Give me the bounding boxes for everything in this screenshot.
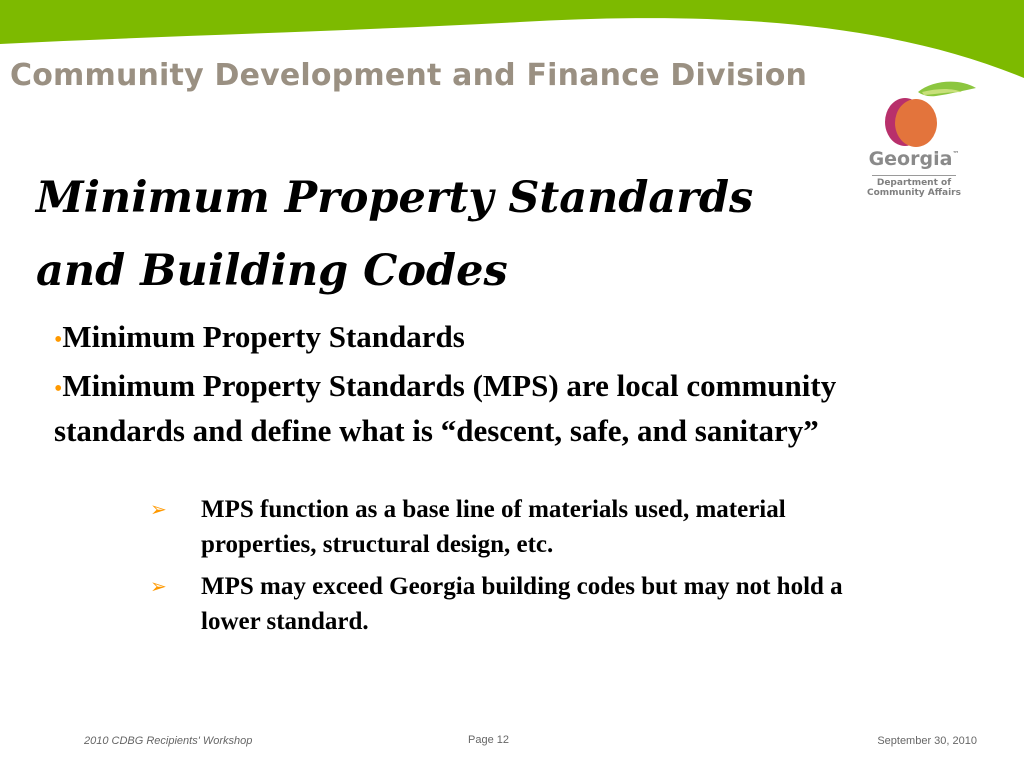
arrow-bullet-icon: ➢ — [150, 497, 167, 521]
bullet-text: Minimum Property Standards (MPS) are local community standards and define what is “descent, safe, and sanitary” — [54, 368, 837, 448]
arrow-bullet-icon: ➢ — [150, 574, 167, 598]
bullet-text: Minimum Property Standards — [62, 319, 465, 354]
logo-georgia-wordmark: Georgia™ — [868, 148, 960, 170]
footer-workshop-name: 2010 CDBG Recipients' Workshop — [84, 735, 253, 747]
bullet-dot-icon: • — [54, 327, 63, 353]
sub-bullet-text: MPS function as a base line of materials used, material properties, structural design, etc. — [201, 496, 786, 558]
georgia-dca-logo — [858, 78, 970, 204]
logo-divider — [872, 175, 956, 176]
bullet-dot-icon: • — [54, 376, 63, 402]
slide-title — [36, 162, 753, 308]
sub-bullet-list — [150, 492, 890, 646]
sub-bullet-item — [150, 569, 890, 639]
division-title: Community Development and Finance Division — [10, 58, 808, 93]
title-line-2: and Building Codes — [36, 246, 508, 296]
bullet-item — [54, 316, 904, 361]
sub-bullet-text: MPS may exceed Georgia building codes but may not hold a lower standard. — [201, 573, 843, 635]
footer-page-number: Page 12 — [468, 734, 509, 746]
sub-bullet-item — [150, 492, 890, 562]
bullet-list — [54, 316, 904, 455]
bullet-item — [54, 365, 904, 451]
logo-subtitle: Department of Community Affairs — [867, 178, 961, 198]
footer-date: September 30, 2010 — [877, 735, 977, 747]
peach-icon — [880, 78, 980, 150]
title-line-1: Minimum Property Standards — [36, 173, 754, 223]
